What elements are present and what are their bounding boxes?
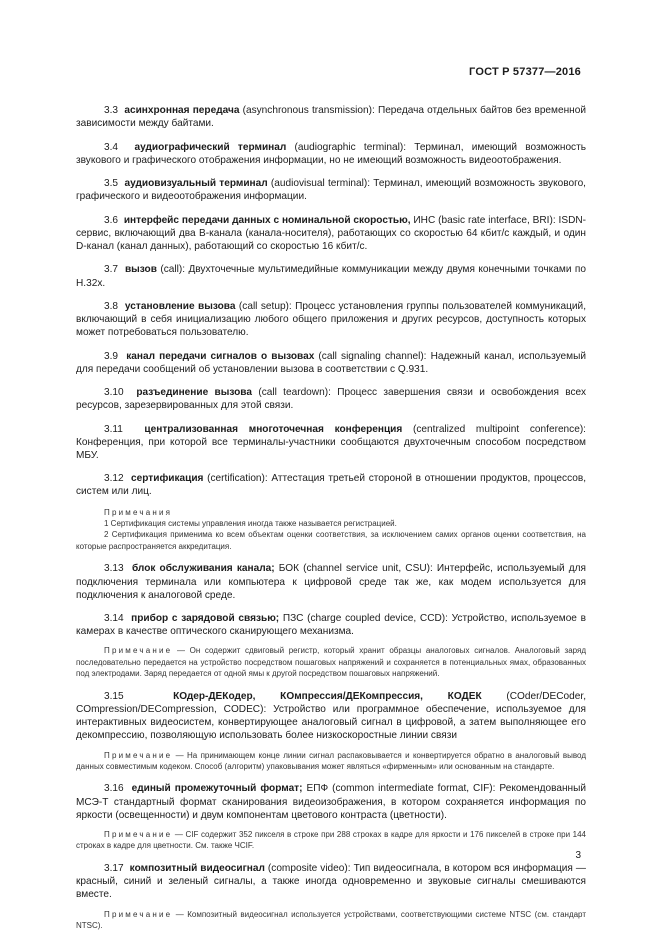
term-number: 3.4 (104, 141, 119, 153)
note-3-15 (76, 750, 586, 773)
term-definition: ПЗС (charge coupled device, CCD): Устройство, используемое в камерах в качестве оптического сканирующего механизма. (76, 613, 587, 638)
term-entry-3-6 (76, 214, 586, 254)
term-name: сертификация (131, 473, 204, 485)
term-entry-3-13 (76, 562, 586, 602)
term-definition: (audiovisual terminal): Терминал, имеющий возможность звукового, графического и видеоотображения информации. (76, 178, 586, 203)
term-number: 3.12 (104, 473, 124, 485)
term-name: канал передачи сигналов о вызовах (126, 350, 315, 362)
term-number: 3.7 (104, 264, 119, 276)
term-entry-3-17 (76, 862, 586, 902)
term-name: КОдер-ДЕКодер, КОмпрессия/ДЕКомпрессия, КОДЕК (173, 690, 482, 702)
note-label: Примечание (104, 750, 173, 760)
term-name: асинхронная передача (124, 105, 240, 117)
term-number: 3.11 (104, 423, 123, 435)
term-name: интерфейс передачи данных с номинальной скоростью, (123, 214, 411, 226)
term-entry-3-4 (76, 141, 586, 167)
term-name: централизованная многоточечная конференция (144, 423, 403, 435)
term-number: 3.6 (104, 214, 119, 226)
term-definition: (asynchronous transmission): Передача отдельных байтов без временной зависимости между байтами. (76, 105, 586, 130)
note-label: Примечание (104, 909, 173, 919)
term-definition: (audiographic terminal): Терминал, имеющий возможность звукового и графического отображения информации, но не имеющий возможность видеоотображения. (76, 141, 586, 166)
term-name: аудиографический терминал (134, 141, 287, 153)
term-name: прибор с зарядовой связью; (131, 613, 280, 625)
term-entry-3-16 (76, 782, 586, 822)
note-3-17 (76, 909, 586, 932)
note-label: Примечание (104, 830, 173, 840)
note-3-16 (76, 829, 586, 852)
term-entry-3-3 (76, 104, 586, 130)
terms-section (76, 94, 586, 940)
term-number: 3.17 (104, 862, 124, 874)
term-number: 3.16 (104, 783, 124, 795)
term-name: разъединение вызова (136, 387, 252, 398)
note-text: — Он содержит сдвиговый регистр, который хранит образцы аналоговых сигналов. Аналоговый заряд последовательно передается на устройство посредством пошаговых напряжений и сохраняется в потенциальных ямах, образованных под электродами. Заряд передается от одной ямы к другой посредством пошаговых напряжений. (76, 646, 586, 679)
term-definition: (composite video): Тип видеосигнала, в котором вся информация — красный, синий и зеленый сигналы, а также иногда одновременно и звуковые сигналы смешиваются вместе. (76, 862, 586, 901)
page-number: 3 (575, 850, 581, 861)
term-name: установление вызова (124, 300, 236, 312)
term-definition: (call): Двухточечные мультимедийные коммуникации между двумя конечными точками по H.32x. (76, 264, 586, 289)
term-entry-3-8 (76, 300, 586, 340)
note-label: Примечание (104, 646, 173, 656)
term-name: вызов (124, 264, 157, 276)
term-definition: БОК (channel service unit, CSU): Интерфейс, используемый для подключения терминала или компьютера к цифровой среде так же, как модем используется для подключения к аналоговой среде. (76, 563, 586, 601)
document-code: ГОСТ Р 57377—2016 (469, 66, 581, 78)
term-number: 3.15 (104, 690, 124, 702)
term-number: 3.10 (104, 387, 124, 398)
term-name: единый промежуточный формат; (131, 783, 303, 795)
term-entry-3-14 (76, 612, 586, 638)
term-number: 3.5 (104, 178, 119, 190)
term-number: 3.13 (104, 563, 124, 575)
term-definition: (centralized multipoint conference): Конференция, при которой все терминалы-участники сообщаются двухточечным способом посредством МБУ. (76, 423, 586, 461)
note-text: — На принимающем конце линии сигнал распаковывается и конвертируется обратно в аналоговый вывод данных совместимым кодеком. Способ (алгоритм) упаковывания может являться «фирменным» или основанным на стандарте. (76, 750, 586, 771)
term-entry-3-9 (76, 350, 586, 376)
term-number: 3.14 (104, 613, 124, 625)
note-item-1: 1 Сертификация системы управления иногда также называется регистрацией. (104, 519, 397, 529)
term-number: 3.9 (104, 350, 119, 362)
term-entry-3-12 (76, 472, 586, 498)
term-entry-3-7 (76, 263, 586, 289)
term-entry-3-15 (76, 690, 586, 743)
term-definition: (COder/DECoder, COmpression/DECompression, CODEC): Устройство или программное обеспечение, используемое для интерактивных видеосистем, конвертирующее аналоговый сигнал в цифровой, а затем выполняющее его декомпрессию, позволяющую использовать более низкоскоростные линии связи (76, 690, 586, 742)
term-entry-3-10 (76, 386, 586, 412)
term-definition: (call signaling channel): Надежный канал, используемый для передачи сообщений об установлении вызова в соответствии с Q.931. (76, 350, 586, 375)
term-definition: (call teardown): Процесс завершения связи и освобождения всех ресурсов, зарезервированных для этой связи. (76, 387, 586, 412)
note-3-14 (76, 645, 586, 679)
term-name: аудиовизуальный терминал (124, 178, 268, 190)
note-item-2: 2 Сертификация применима ко всем объектам оценки соответствия, за исключением самих органов оценки соответствия, на которые распространяется аккредитация. (76, 530, 586, 551)
term-definition: ИНС (basic rate interface, BRI): ISDN-сервис, включающий два B-канала (канала-носителя), работающих со скоростью 64 кбит/с каждый, и один D-канал (канал данных), работающий со скоростью 16 кбит/с. (76, 214, 587, 252)
term-name: композитный видеосигнал (129, 862, 265, 874)
term-number: 3.3 (104, 105, 119, 117)
note-text: — Композитный видеосигнал используется устройствами, соответствующими системе NTSC (см. стандарт NTSC). (76, 909, 586, 930)
term-name: блок обслуживания канала; (131, 563, 275, 575)
notes-heading: Примечания (104, 507, 173, 517)
notes-3-12 (76, 507, 586, 553)
term-entry-3-11 (76, 423, 586, 463)
note-text: — CIF содержит 352 пикселя в строке при 288 строках в кадре для яркости и 176 пикселей в строке при 144 строках в кадре для цветности. См. также ЧCIF. (76, 830, 586, 851)
term-number: 3.8 (104, 300, 119, 312)
term-definition: (call setup): Процесс установления группы пользователей коммуникаций, включающий в себя инициализацию любого общего приложения и других ресурсов, доступность которых может потребоваться пользователю. (76, 300, 586, 339)
term-definition: (certification): Аттестация третьей стороной в отношении продуктов, процессов, систем или лиц. (76, 473, 587, 498)
term-entry-3-5 (76, 177, 586, 203)
term-definition: ЕПФ (common intermediate format, CIF): Рекомендованный МСЭ-Т стандартный формат сканирования видеоизображения, в котором сохраняется информация по яркости (освещенности) и двум компонентам цветового контраста (цветности). (76, 783, 587, 821)
